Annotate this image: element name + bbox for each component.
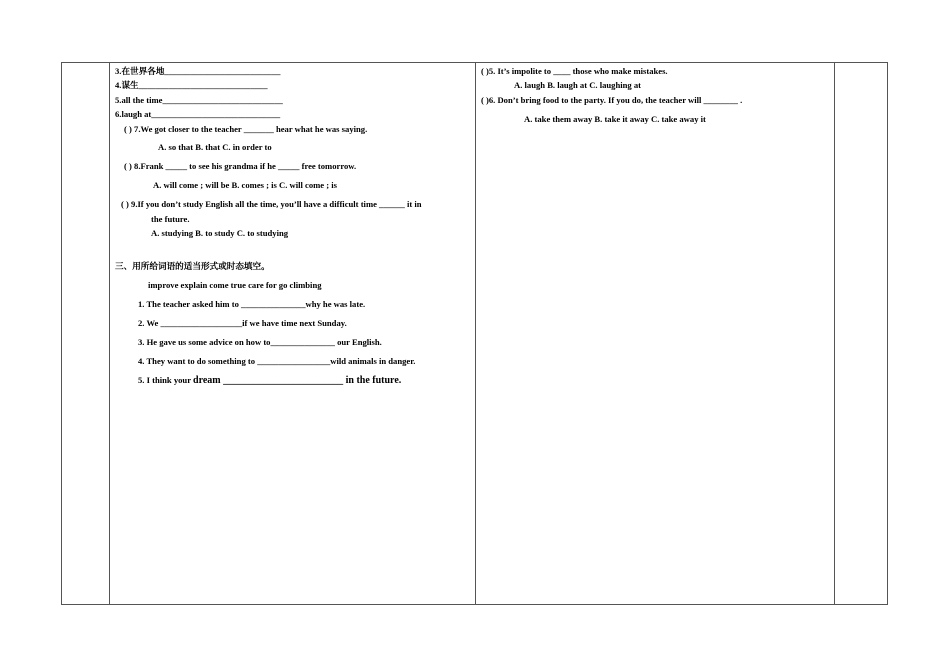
fill-item-2: 2. We ___________________if we have time next Sunday. <box>138 318 347 328</box>
question-5-options: A. laugh B. laugh at C. laughing at <box>514 80 642 90</box>
vocab-item-3: 3.在世界各地___________________________ <box>115 66 281 76</box>
question-6-options: A. take them away B. take it away C. take away it <box>524 114 706 124</box>
question-9-continued: the future. <box>151 214 190 224</box>
word-bank: improve explain come true care for go climbing <box>148 280 322 290</box>
question-7-options: A. so that B. that C. in order to <box>158 142 272 152</box>
vocab-item-5: 5.all the time____________________________ <box>115 95 283 105</box>
question-9: ( ) 9.If you don’t study English all the time, you’ll have a difficult time ______ it in <box>121 199 422 209</box>
fill-item-5-end: dream ________________________ in the future. <box>193 375 402 386</box>
vocab-item-4: 4.谋生______________________________ <box>115 80 268 90</box>
fill-item-5-start: 5. I think your <box>138 375 194 385</box>
column-divider-2 <box>475 62 476 605</box>
fill-item-1: 1. The teacher asked him to _______________why he was late. <box>138 299 366 309</box>
column-divider-3 <box>834 62 835 605</box>
fill-item-5 <box>138 375 401 386</box>
question-9-options: A. studying B. to study C. to studying <box>151 228 289 238</box>
question-8-options: A. will come ; will be B. comes ; is C. will come ; is <box>153 180 338 190</box>
question-5: ( )5. It’s impolite to ____ those who make mistakes. <box>481 66 668 76</box>
fill-item-3: 3. He gave us some advice on how to_______________ our English. <box>138 337 382 347</box>
vocab-item-6: 6.laugh at______________________________ <box>115 109 281 119</box>
question-7: ( ) 7.We got closer to the teacher _______ hear what he was saying. <box>124 124 368 134</box>
fill-item-4: 4. They want to do something to _________________wild animals in danger. <box>138 356 416 366</box>
question-6: ( )6. Don’t bring food to the party. If you do, the teacher will ________ . <box>481 95 743 105</box>
question-8: ( ) 8.Frank _____ to see his grandma if he _____ free tomorrow. <box>124 161 357 171</box>
section-3-title: 三、用所给词语的适当形式或时态填空。 <box>115 261 270 271</box>
column-divider-1 <box>109 62 110 605</box>
